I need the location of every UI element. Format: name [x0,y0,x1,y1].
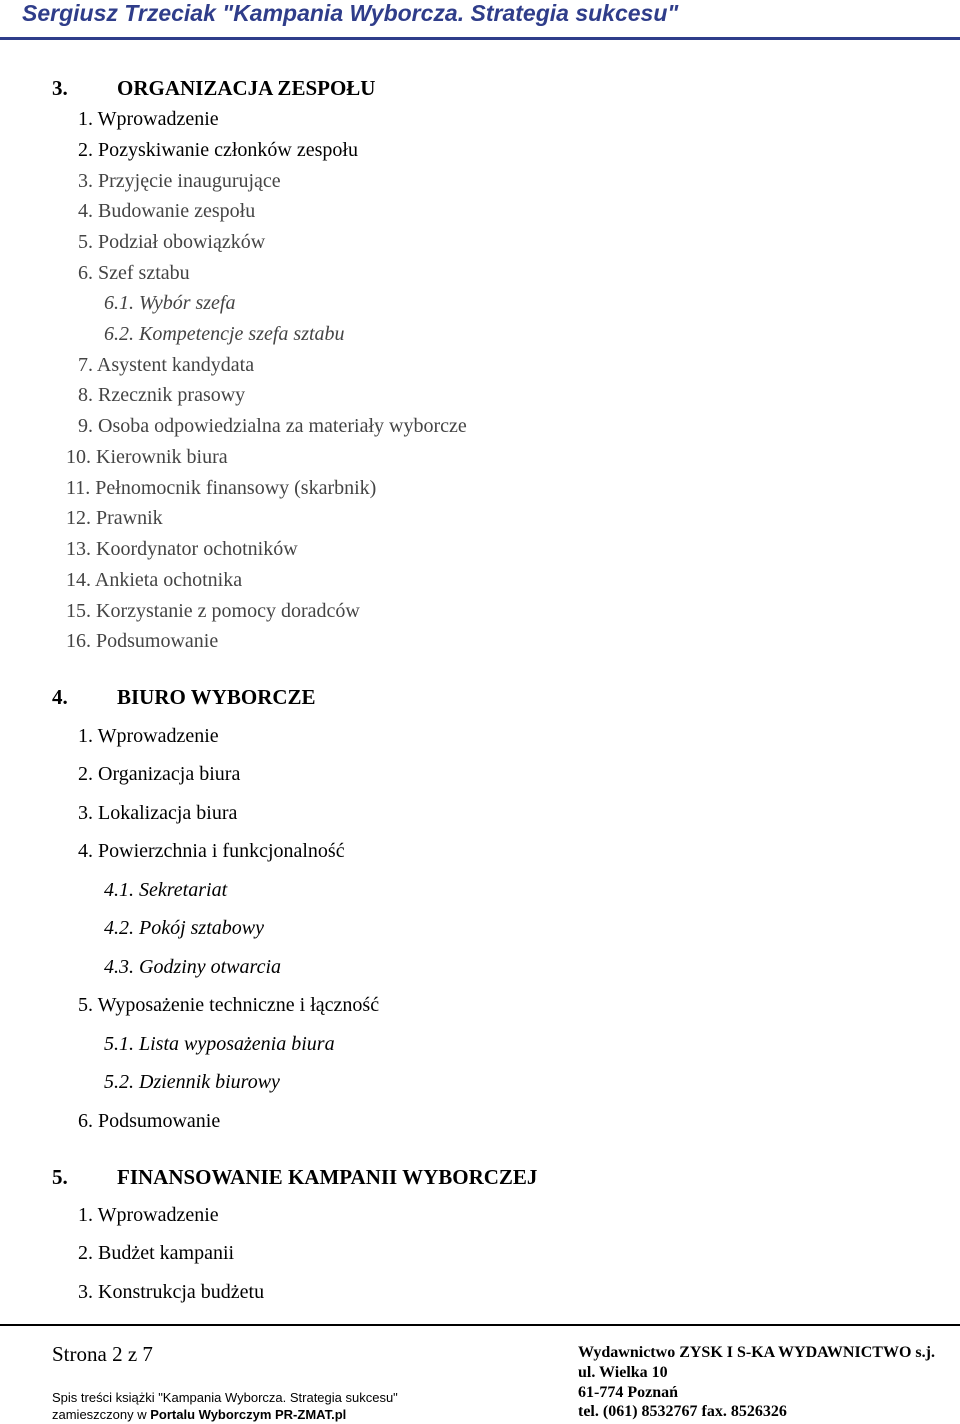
item-label: Podsumowanie [96,630,219,652]
toc-item [78,840,345,863]
toc-item [78,354,254,377]
item-number: 6. [78,262,93,284]
toc-item [78,725,219,748]
item-label: Budowanie zespołu [98,200,256,222]
section-number: 4. [52,685,68,709]
footer-note-line1: Spis treści książki "Kampania Wyborcza. Strategia sukcesu" [52,1390,398,1405]
publisher-phone: tel. (061) 8532767 fax. 8526326 [578,1403,787,1420]
toc-item [78,170,281,193]
item-label: Lista wyposażenia biura [139,1033,335,1055]
item-number: 1. [78,1204,93,1226]
toc-item [78,231,265,254]
item-number: 9. [78,415,93,437]
item-number: 1. [78,725,93,747]
item-label: Prawnik [96,507,163,529]
item-number: 2. [78,1242,93,1264]
item-label: Powierzchnia i funkcjonalność [98,840,345,862]
toc-item [66,477,376,500]
toc-item [66,569,242,592]
section-heading-3 [52,76,375,101]
item-label: Budżet kampanii [98,1242,235,1264]
toc-item [66,630,218,653]
item-number: 5.1. [104,1033,134,1055]
toc-subitem [104,1033,335,1056]
toc-item [66,507,163,530]
page-number-label: Strona 2 z 7 [52,1342,153,1366]
item-number: 8. [78,384,93,406]
toc-item [78,415,467,438]
toc-item [78,1110,220,1133]
item-number: 11. [66,477,91,499]
item-label: Asystent kandydata [96,354,255,376]
section-title: BIURO WYBORCZE [117,685,316,709]
item-number: 2. [78,139,93,161]
toc-subitem [104,917,264,940]
item-number: 15. [66,600,91,622]
publisher-name: Wydawnictwo ZYSK I S-KA WYDAWNICTWO s.j. [578,1344,935,1361]
running-header-title: Sergiusz Trzeciak "Kampania Wyborcza. Strategia sukcesu" [22,0,679,26]
publisher-street: ul. Wielka 10 [578,1364,668,1381]
item-label: Wybór szefa [139,292,236,314]
section-title: ORGANIZACJA ZESPOŁU [117,76,376,100]
item-label: Kompetencje szefa sztabu [139,323,345,345]
item-label: Sekretariat [139,879,228,901]
toc-item [78,384,245,407]
item-number: 1. [78,108,93,130]
toc-subitem [104,323,345,346]
toc-item [78,1281,264,1304]
item-number: 6. [78,1110,93,1132]
item-label: Wprowadzenie [97,1204,219,1226]
footer-divider [0,1324,960,1326]
item-label: Wprowadzenie [97,725,219,747]
toc-item [78,802,237,825]
item-number: 14. [66,569,91,591]
item-number: 3. [78,1281,93,1303]
item-number: 2. [78,763,93,785]
footer-note-prefix: zamieszczony w [52,1407,147,1422]
item-label: Konstrukcja budżetu [98,1281,265,1303]
item-label: Rzecznik prasowy [98,384,246,406]
item-number: 13. [66,538,91,560]
item-label: Podział obowiązków [98,231,266,253]
toc-subitem [104,956,281,979]
toc-item [66,446,228,469]
item-number: 4. [78,840,93,862]
toc-item [78,994,379,1017]
item-label: Podsumowanie [98,1110,221,1132]
toc-subitem [104,1071,280,1094]
footer-note-line2 [52,1407,346,1422]
item-number: 3. [78,170,93,192]
item-label: Korzystanie z pomocy doradców [96,600,360,622]
item-number: 6.1. [104,292,134,314]
toc-item [78,1204,219,1227]
item-label: Przyjęcie inaugurujące [98,170,281,192]
item-number: 3. [78,802,93,824]
item-label: Szef sztabu [98,262,190,284]
item-label: Koordynator ochotników [96,538,298,560]
item-label: Godziny otwarcia [139,956,282,978]
toc-item [78,262,190,285]
header-divider [0,37,960,40]
item-number: 7. [78,354,93,376]
item-label: Kierownik biura [96,446,228,468]
item-label: Pokój sztabowy [139,917,264,939]
toc-item [78,108,219,131]
item-label: Ankieta ochotnika [94,569,243,591]
item-label: Lokalizacja biura [98,802,238,824]
item-label: Pełnomocnik finansowy (skarbnik) [95,477,377,499]
item-label: Pozyskiwanie członków zespołu [98,139,358,161]
toc-item [78,1242,234,1265]
section-number: 3. [52,76,68,100]
item-number: 12. [66,507,91,529]
item-label: Osoba odpowiedzialna za materiały wyborcze [98,415,467,437]
section-heading-5 [52,1165,537,1190]
item-number: 4.1. [104,879,134,901]
section-title: FINANSOWANIE KAMPANII WYBORCZEJ [117,1165,538,1189]
toc-item [66,538,298,561]
item-number: 4.3. [104,956,134,978]
item-number: 5. [78,231,93,253]
toc-item [78,139,358,162]
toc-item [78,200,255,223]
item-number: 6.2. [104,323,134,345]
item-label: Dziennik biurowy [139,1071,280,1093]
publisher-city: 61-774 Poznań [578,1384,678,1401]
item-label: Organizacja biura [98,763,241,785]
item-label: Wprowadzenie [97,108,219,130]
toc-subitem [104,879,227,902]
item-number: 5.2. [104,1071,134,1093]
section-heading-4 [52,685,316,710]
toc-item [66,600,360,623]
toc-item [78,763,240,786]
item-number: 4.2. [104,917,134,939]
toc-subitem [104,292,235,315]
item-label: Wyposażenie techniczne i łączność [97,994,380,1016]
section-number: 5. [52,1165,68,1189]
item-number: 10. [66,446,91,468]
item-number: 5. [78,994,93,1016]
item-number: 4. [78,200,93,222]
item-number: 16. [66,630,91,652]
portal-link[interactable]: Portalu Wyborczym PR-ZMAT.pl [150,1407,347,1422]
